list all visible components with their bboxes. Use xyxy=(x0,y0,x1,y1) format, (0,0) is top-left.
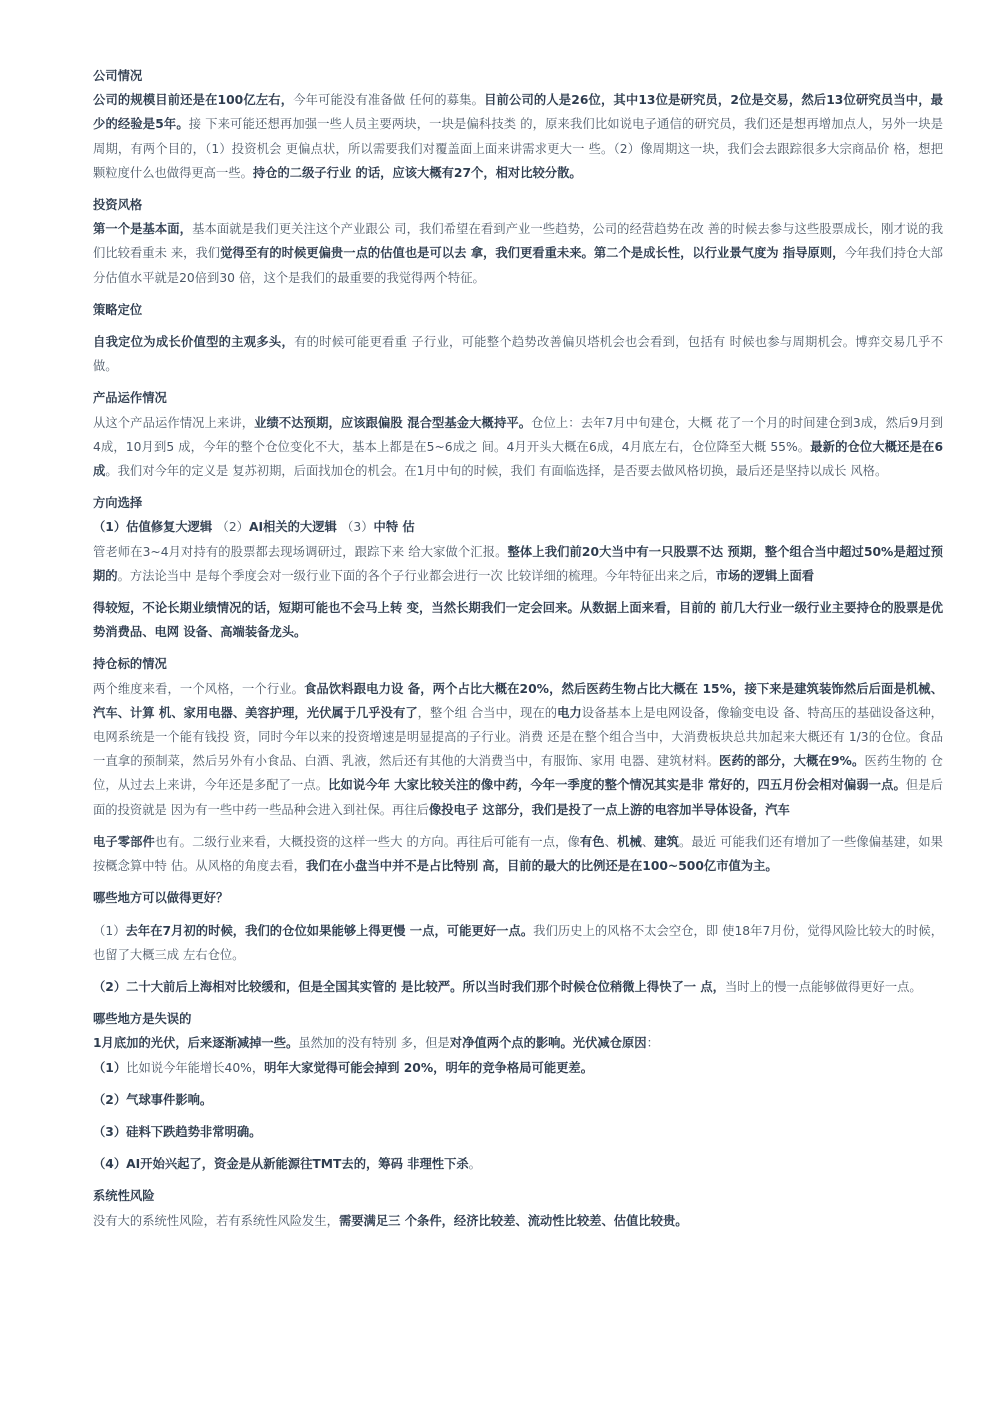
paragraph-gap xyxy=(93,1112,943,1120)
bold-text: 第一个是基本面， xyxy=(93,222,193,237)
bold-text: 食品饮料跟电力设 备，两个占比大概在20%，然后医药生物占比大概在 15%，接下来是建筑装饰然后后面是机械、汽车、计算 机、家用电器、美容护理，光伏属于几乎没有了 xyxy=(93,681,943,720)
bold-text: 需要满足三 个条件，经济比较差、流动性比较差、估值比较贵。 xyxy=(338,1213,688,1228)
title-gap xyxy=(93,322,943,330)
bold-text: 觉得至有的时候更偏贵一点的估值也是可以去 拿，我们更看重未来。第二个是成长性，以行业景气度为 指导原则， xyxy=(220,246,845,261)
body-text: 当时上的慢一点能够做得更好一点。 xyxy=(724,979,922,994)
bold-text: 电力 xyxy=(557,705,582,720)
body-text: （3） xyxy=(341,520,374,535)
section-heading: 哪些地方是失误的 xyxy=(93,1012,192,1027)
section-gap xyxy=(93,644,943,652)
bold-text: 得较短，不论长期业绩情况的话，短期可能也不会马上转 变，当然长期我们一定会回来。从数据上面来看，目前的 前几大行业一级行业主要持仓的股票是优势消费品、电网 设备、高端装备龙头。 xyxy=(93,601,943,640)
body-text: 没有大的系统性风险，若有系统性风险发生， xyxy=(93,1213,339,1228)
body-text: （2） xyxy=(216,520,249,535)
body-text: 我们历史上的风格不太会空仓，即 使18年7月份，觉得风险比较大的时候，也留了大概三成 左右仓位。 xyxy=(93,923,943,962)
body-text: 有的时候可能更看重 子行业，可能整个趋势改善偏贝塔机会也会看到，包括有 时候也参与周期机会。博弈交易几乎不做。 xyxy=(93,335,943,374)
bold-text: （1）估值修复大逻辑 xyxy=(93,520,217,535)
paragraph xyxy=(93,330,943,378)
body-text: 管老师在3~4月对持有的股票都去现场调研过，跟踪下来 给大家做个汇报。 xyxy=(93,544,508,559)
section-gap xyxy=(93,483,943,491)
paragraph xyxy=(93,1209,943,1233)
paragraph xyxy=(93,975,943,999)
bold-text: （2）气球事件影响。 xyxy=(93,1092,213,1107)
bold-text: 中特 估 xyxy=(373,520,415,535)
body-text: 但是后面的投资就是 因为有一些中药一些品种会进入到社保。再往后 xyxy=(93,778,943,817)
section-heading: 公司情况 xyxy=(93,69,143,83)
paragraph xyxy=(93,411,943,484)
body-text: 比如说今年能增长40%， xyxy=(126,1060,265,1075)
paragraph xyxy=(93,515,943,539)
bold-text: 持仓的二级子行业 的话，应该大概有27个，相对比较分散。 xyxy=(252,165,582,180)
bold-text: 市场的逻辑上面看 xyxy=(715,568,815,583)
body-text: 今年我们持仓大部分估值水平就是20倍到30 倍，这个是我们的最重要的我觉得两个特征。 xyxy=(93,246,943,285)
document-page xyxy=(93,64,943,1233)
body-text: 医药生物的 仓位，从过去上来讲，今年还是多配了一点。 xyxy=(93,754,943,793)
section-gap xyxy=(93,290,943,298)
body-text: （1） xyxy=(93,923,126,938)
body-text: 两个维度来看，一个风格，一个行业。 xyxy=(93,681,305,696)
bold-text: 业绩不达预期，应该跟偏股 混合型基金大概持平。 xyxy=(254,415,532,430)
paragraph-gap xyxy=(93,1080,943,1088)
body-text: 虽然加的没有特别 多，但是 xyxy=(298,1036,450,1051)
section-heading: 方向选择 xyxy=(93,496,143,511)
body-text: 也有。二级行业来看，大概投资的这样一些大 的方向。再往后可能有一点，像 xyxy=(154,834,580,849)
section-heading: 产品运作情况 xyxy=(93,391,167,406)
paragraph-gap xyxy=(93,588,943,596)
section-gap xyxy=(93,999,943,1007)
paragraph xyxy=(93,1056,943,1080)
bold-text: 比如说今年 大家比较关注的像中药，今年一季度的整个情况其实是非 常好的，四五月份会相对偏弱一点。 xyxy=(328,778,906,793)
section-heading: 策略定位 xyxy=(93,302,143,317)
paragraph xyxy=(93,217,943,290)
bold-text: 像投电子 这部分，我们是投了一点上游的电容加半导体设备，汽车 xyxy=(428,802,790,817)
body-text: 设备基本上是电网设备，像输变电设 备、特高压的基础设备这种，电网系统是一个能有钱投 资，同时今年以来的投资增速是明显提高的子行业。消费 还是在整个组合当中，大消费板块总共加起来大概还有 1/3的仓位。食品一直拿的预制菜，然后另外有小食品、白酒、乳液，然后还有其他的大消费当中，有服饰、家用 电器、建筑材料。 xyxy=(93,705,943,769)
body-text: 接 下来可能还想再加强一些人员主要两块，一块是偏科技类 的，原来我们比如说电子通信的研究员，我们还是想再增加点人，另外一块是周期，有两个目的，（1）投资机会 更偏点状，所以需要我们对覆盖面上面来讲需求更大一 些。（2）像周期这一块，我们会去跟踪很多大宗商品价 格，想把颗粒度什么也做得更高一些。 xyxy=(93,117,943,180)
paragraph xyxy=(93,677,943,822)
section-gap xyxy=(93,878,943,886)
bold-text: （2）二十大前后上海相对比较缓和，但是全国其实管的 是比较严。所以当时我们那个时候仓位稍微上得快了一 点， xyxy=(93,979,725,994)
paragraph-gap xyxy=(93,967,943,975)
bold-text: 建筑 xyxy=(654,834,679,849)
body-text: ，整个组 合当中，现在的 xyxy=(417,705,558,720)
paragraph xyxy=(93,540,943,588)
section-gap xyxy=(93,378,943,386)
bold-text: 公司的规模目前还是在100亿左右， xyxy=(93,93,294,108)
paragraph xyxy=(93,596,943,644)
bold-text: 我们在小盘当中并不是占比特别 高，目前的最大的比例还是在100~500亿市值为主。 xyxy=(305,859,778,874)
body-text: 。我们对今年的定义是 复苏初期，后面找加仓的机会。在1月中旬的时候，我们 有面临选择，是否要去做风格切换，最后还是坚持以成长 风格。 xyxy=(105,464,888,479)
paragraph-gap xyxy=(93,1144,943,1152)
body-text: ： xyxy=(646,1036,659,1051)
section-gap xyxy=(93,1176,943,1184)
paragraph-gap xyxy=(93,822,943,830)
bold-text: （4）AI开始兴起了，资金是从新能源往TMT去的，筹码 非理性下杀 xyxy=(93,1157,469,1172)
bold-text: 自我定位为成长价值型的主观多头， xyxy=(93,335,295,350)
body-text: 、 xyxy=(604,834,618,849)
paragraph xyxy=(93,1031,943,1055)
bold-text: 有色 xyxy=(579,834,605,849)
body-text: 今年可能没有准备做 任何的募集。 xyxy=(293,93,485,108)
section-heading: 投资风格 xyxy=(93,198,143,213)
bold-text: 最新的仓位大概还是在6成 xyxy=(93,439,944,479)
paragraph xyxy=(93,830,943,878)
section-gap xyxy=(93,185,943,193)
bold-text: 机械 xyxy=(617,834,642,849)
body-text: 基本面就是我们更关注这个产业跟公 司，我们希望在看到产业一些趋势，公司的经营趋势在改 善的时候去参与这些股票成长，刚才说的我们比较看重未 来，我们 xyxy=(93,222,943,261)
bold-text: （3）硅料下跌趋势非常明确。 xyxy=(93,1124,262,1139)
paragraph xyxy=(93,1088,943,1112)
bold-text: 整体上我们前20大当中有一只股票不达 预期，整个组合当中超过50%是超过预期的 xyxy=(93,544,943,583)
paragraph xyxy=(93,1152,943,1176)
bold-text: AI相关的大逻辑 xyxy=(248,520,342,535)
section-heading: 系统性风险 xyxy=(93,1189,155,1204)
bold-text: 目前公司的人是26位，其中13位是研究员，2位是交易，然后13位研究员当中，最少的经验是5年。 xyxy=(93,93,943,132)
bold-text: 对净值两个点的影响。光伏减仓原因 xyxy=(449,1036,647,1051)
body-text: 。方法论当中 是每个季度会对一级行业下面的各个子行业都会进行一次 比较详细的梳理。今年特征出来之后， xyxy=(117,568,716,583)
body-text: 。 xyxy=(468,1157,481,1172)
bold-text: 明年大家觉得可能会掉到 20%，明年的竞争格局可能更差。 xyxy=(264,1060,594,1075)
paragraph xyxy=(93,1120,943,1144)
bold-text: 1月底加的光伏，后来逐渐减掉一些。 xyxy=(93,1036,299,1051)
bold-text: （1） xyxy=(93,1060,127,1075)
title-gap xyxy=(93,911,943,919)
section-heading: 哪些地方可以做得更好？ xyxy=(93,891,229,906)
body-text: 仓位上：去年7月中旬建仓，大概 花了一个月的时间建仓到3成，然后9月到4成，10月到5 成，今年的整个仓位变化不大，基本上都是在5~6成之 间。4月开头大概在6成，4月底左右，仓位降至大概 55%。 xyxy=(93,415,943,454)
section-heading: 持仓标的情况 xyxy=(93,657,167,672)
bold-text: 电子零部件 xyxy=(93,834,155,849)
bold-text: 去年在7月初的时候，我们的仓位如果能够上得更慢 一点，可能更好一点。 xyxy=(125,923,534,938)
bold-text: 医药的部分，大概在9%。 xyxy=(719,754,865,769)
paragraph xyxy=(93,919,943,967)
body-text: 、 xyxy=(641,834,655,849)
body-text: 。最近 可能我们还有增加了一些像偏基建，如果按概念算中特 估。从风格的角度去看， xyxy=(93,834,943,874)
body-text: 从这个产品运作情况上来讲， xyxy=(93,415,255,430)
paragraph xyxy=(93,88,943,185)
